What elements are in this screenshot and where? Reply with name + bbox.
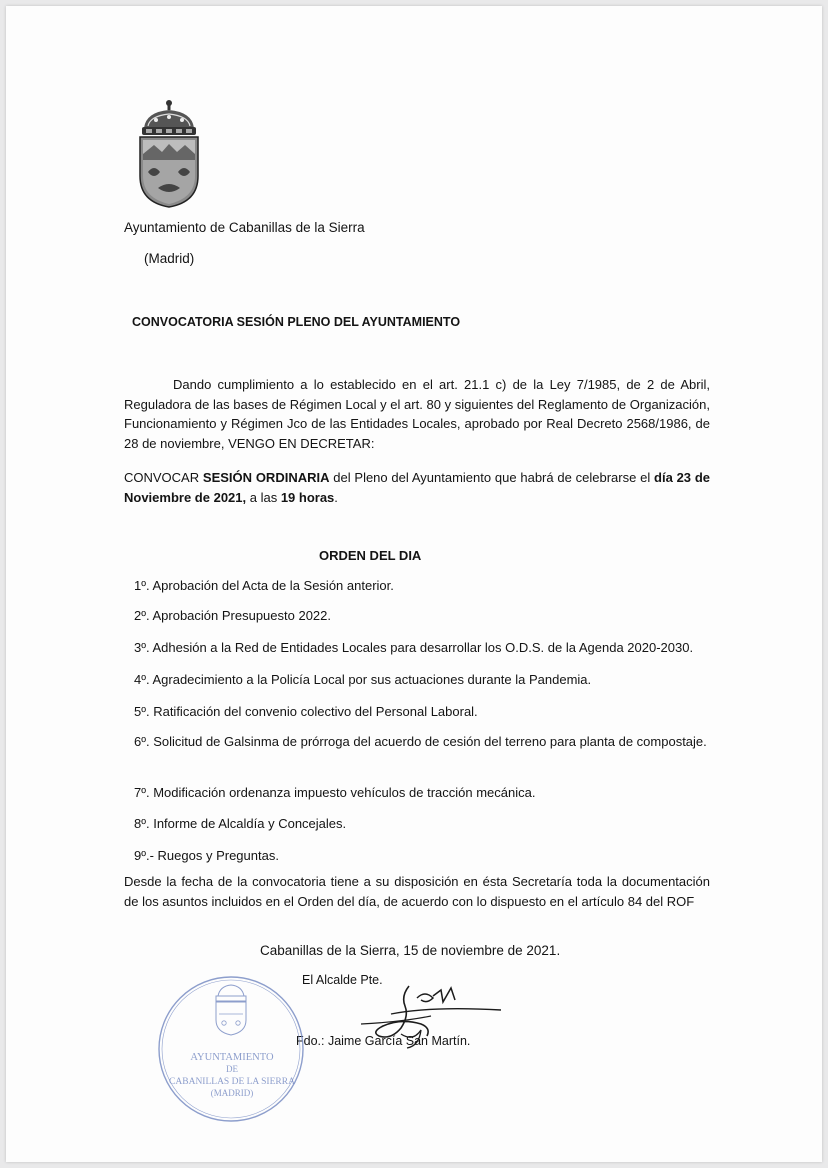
place-date: Cabanillas de la Sierra, 15 de noviembre de 2021. [260,943,561,958]
stamp-line-2: DE [226,1064,238,1074]
agenda-item: 6º. Solicitud de Galsinma de prórroga del acuerdo de cesión del terreno para planta de compostaje. [134,734,707,749]
agenda-item: 7º. Modificación ordenanza impuesto vehículos de tracción mecánica. [134,785,536,800]
session-date: día 23 de Noviembre de 2021, [124,470,710,505]
signer-role: El Alcalde Pte. [302,973,383,987]
official-stamp [156,974,306,1124]
convocation-text-1: CONVOCAR [124,470,203,485]
stamp-line-4: (MADRID) [210,1088,254,1098]
agenda-item: 9º.- Ruegos y Preguntas. [134,848,279,863]
stamp-line-1: AYUNTAMIENTO [190,1052,274,1063]
convocation-text-2: del Pleno del Ayuntamiento que habrá de celebrarse el [329,470,655,485]
convocation-paragraph [124,468,710,507]
session-time: 19 horas [280,489,335,505]
intro-paragraph: Dando cumplimiento a lo establecido en el art. 21.1 c) de la Ley 7/1985, de 2 de Abril, Reguladora de las bases de Régimen Local y el art. 80 y siguientes del Reglamento de Organización, Funcionamiento y Régimen Jco de las Entidades Locales, aprobado por Real Decreto 2568/1986, de 28 de noviembre, VENGO EN DECRETAR: [124,377,710,451]
convocation-text-4: . [334,489,338,505]
agenda-item: 8º. Informe de Alcaldía y Concejales. [134,816,347,831]
institution-name: Ayuntamiento de Cabanillas de la Sierra [124,220,365,235]
convocation-text-3: a las [246,489,281,505]
agenda-item: 1º. Aprobación del Acta de la Sesión anterior. [134,578,394,593]
agenda-item: 5º. Ratificación del convenio colectivo del Personal Laboral. [134,704,478,719]
agenda-title: ORDEN DEL DIA [319,548,422,563]
signer-name: Fdo.: Jaime García San Martín. [296,1034,471,1048]
session-type: SESIÓN ORDINARIA [202,470,330,485]
document-title: CONVOCATORIA SESIÓN PLENO DEL AYUNTAMIENTO [132,315,461,329]
agenda-item: 3º. Adhesión a la Red de Entidades Locales para desarrollar los O.D.S. de la Agenda 2020-2030. [134,640,694,655]
agenda-item: 4º. Agradecimiento a la Policía Local por sus actuaciones durante la Pandemia. [134,672,592,687]
province-name: (Madrid) [144,251,195,266]
document-page [6,6,822,1162]
agenda-item: 2º. Aprobación Presupuesto 2022. [134,608,331,623]
notice-paragraph: Desde la fecha de la convocatoria tiene a su disposición en ésta Secretaría toda la documentación de los asuntos incluidos en el Orden del día, de acuerdo con lo dispuesto en el artículo 84 del ROF [124,874,710,909]
coat-of-arms-icon [134,98,204,208]
stamp-line-3: CABANILLAS DE LA SIERRA [169,1077,295,1087]
